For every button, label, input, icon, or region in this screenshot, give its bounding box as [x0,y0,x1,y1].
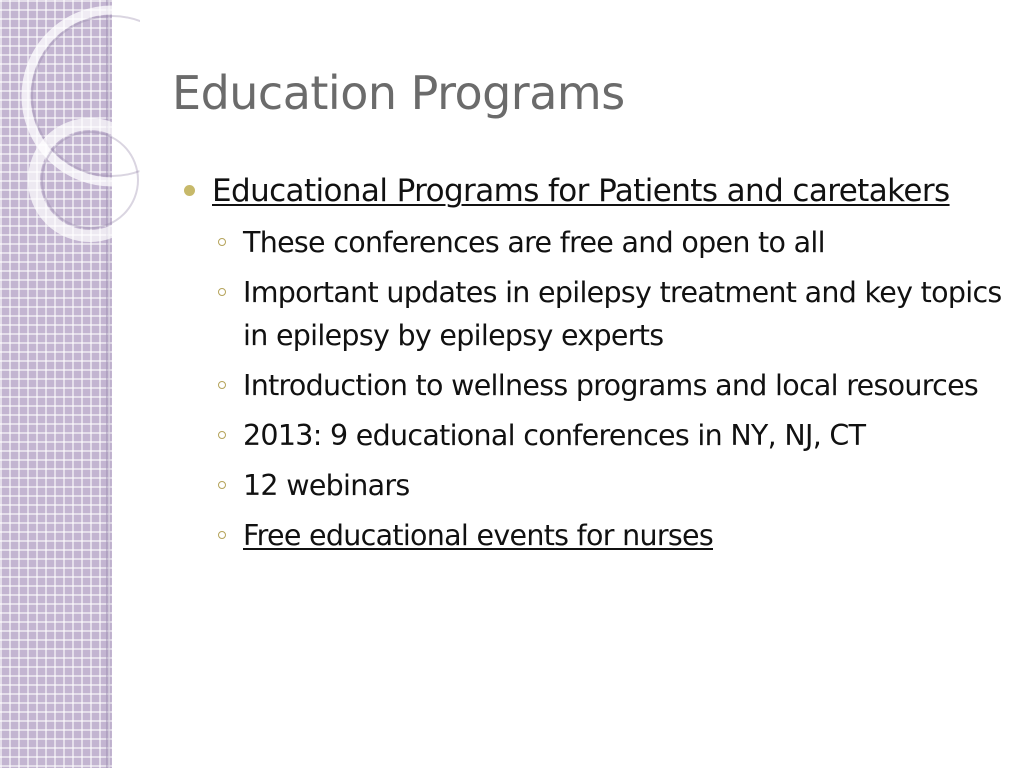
sub-bullet-item [216,464,1004,507]
sub-bullet-text: Introduction to wellness programs and local resources [243,369,979,402]
ring-bullet-icon [218,531,226,539]
nurses-events-link[interactable]: Free educational events for nurses [243,519,713,552]
main-bullet [184,168,1004,215]
sub-bullet-text: These conferences are free and open to all [243,226,825,259]
sub-bullet-item [216,514,1004,557]
sub-bullet-list [216,221,1004,557]
ring-bullet-icon [218,431,226,439]
ring-bullet-icon [218,381,226,389]
main-bullet-link[interactable]: Educational Programs for Patients and caretakers [212,173,950,209]
ring-bullet-icon [218,481,226,489]
sub-bullet-text: 12 webinars [243,469,410,502]
slide-content [184,168,1004,564]
sub-bullet-item [216,364,1004,407]
sub-bullet-item [216,221,1004,264]
sub-bullet-text: Important updates in epilepsy treatment and key topics in epilepsy by epilepsy experts [243,276,1002,352]
decorative-rings [0,0,140,260]
ring-bullet-icon [218,288,226,296]
sub-bullet-item [216,414,1004,457]
round-bullet-icon [184,185,195,196]
sub-bullet-item [216,271,1004,357]
sub-bullet-text: 2013: 9 educational conferences in NY, NJ, CT [243,419,866,452]
ring-bullet-icon [218,238,226,246]
slide-title: Education Programs [172,66,625,120]
